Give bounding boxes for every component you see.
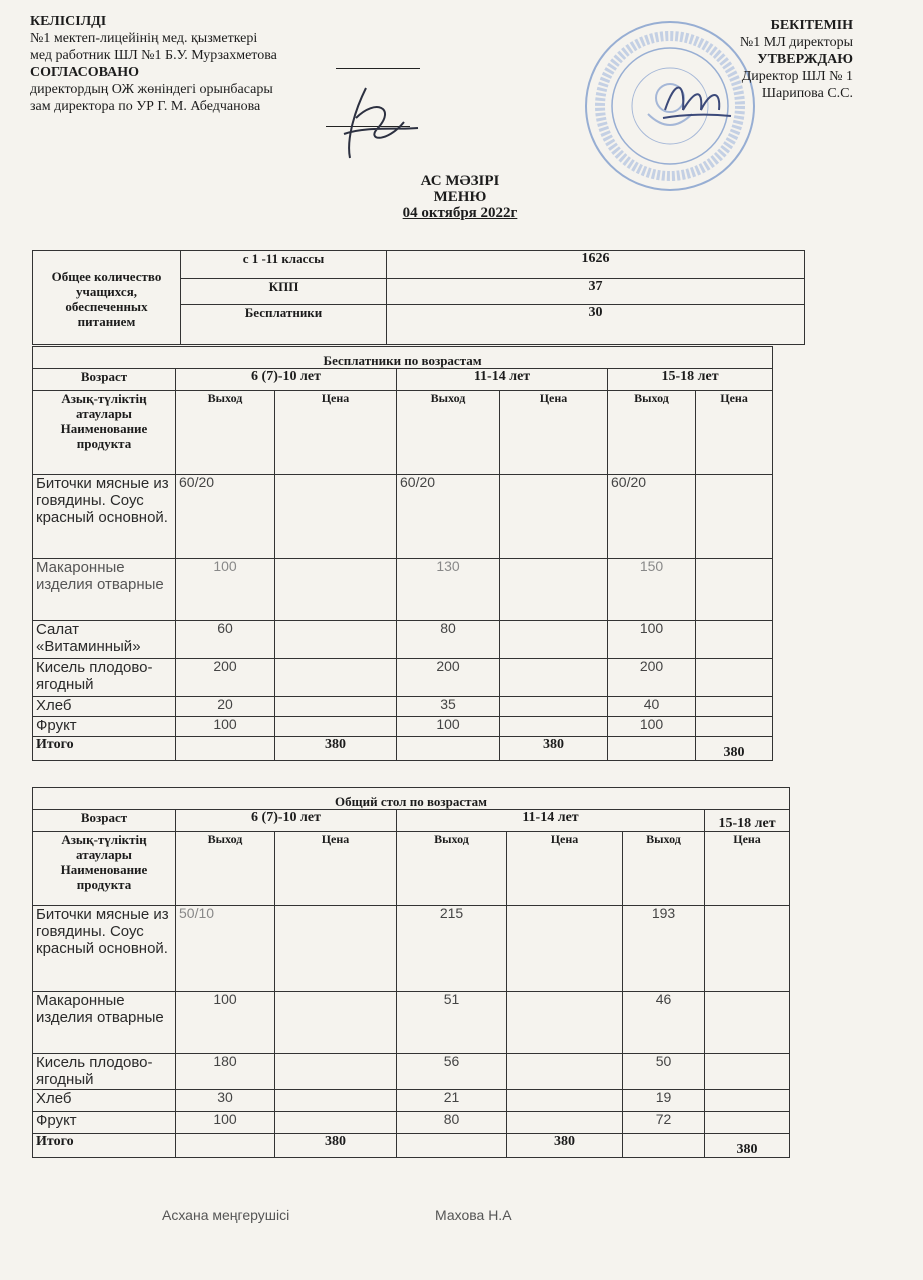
table-row: [33, 475, 773, 559]
canteen-manager-name: Махова Н.А: [435, 1207, 512, 1223]
output-value: 60/20: [608, 475, 696, 559]
output-value: 60/20: [397, 475, 500, 559]
output-value: 80: [397, 1112, 507, 1134]
age-label: Возраст: [33, 369, 176, 391]
medic-name: мед работник ШЛ №1 Б.У. Мурзахметова: [30, 48, 277, 63]
summary-row-name: КПП: [181, 279, 387, 305]
age-group: 6 (7)-10 лет: [176, 810, 397, 832]
output-value: 130: [397, 559, 500, 621]
total-value: 380: [696, 737, 773, 761]
title-ru: МЕНЮ: [433, 189, 487, 205]
output-value: 100: [176, 717, 275, 737]
total-value: 380: [705, 1134, 790, 1158]
age-group: 15-18 лет: [705, 810, 790, 832]
output-value: 100: [608, 621, 696, 659]
product-header: Азық-түліктің атаулары Наименование продукта: [33, 391, 176, 475]
output-header: Выход: [397, 391, 500, 475]
output-value: 200: [176, 659, 275, 697]
menu-date: 04 октября 2022г: [402, 205, 518, 221]
summary-row-name: с 1 -11 классы: [181, 251, 387, 279]
approval-block-right: [593, 17, 853, 102]
output-value: 200: [397, 659, 500, 697]
director-position-kz: №1 МЛ директоры: [739, 35, 853, 50]
output-value: 19: [623, 1090, 705, 1112]
output-value: 100: [397, 717, 500, 737]
total-row: [33, 737, 773, 761]
free-meals-table: [32, 346, 773, 761]
coordinated-heading: СОГЛАСОВАНО: [30, 65, 139, 80]
output-value: 72: [623, 1112, 705, 1134]
students-count-label: Общее количество учащихся, обеспеченных питанием: [33, 251, 181, 345]
product-name: Фрукт: [33, 717, 176, 737]
table-row: [33, 621, 773, 659]
product-name: Кисель плодово-ягодный: [33, 1054, 176, 1090]
menu-title: [300, 173, 620, 221]
price-header: Цена: [275, 391, 397, 475]
section-title: Общий стол по возрастам: [33, 788, 790, 810]
table-row: [33, 1054, 790, 1090]
total-value: 380: [275, 737, 397, 761]
signature-line: [336, 68, 420, 69]
output-value: 51: [397, 992, 507, 1054]
output-value: 56: [397, 1054, 507, 1090]
product-name: Салат «Витаминный»: [33, 621, 176, 659]
canteen-manager-label: Асхана меңгерушісі: [162, 1207, 290, 1223]
total-value: 380: [275, 1134, 397, 1158]
output-header: Выход: [176, 391, 275, 475]
general-meals-table: [32, 787, 790, 1158]
output-value: 150: [608, 559, 696, 621]
output-value: 40: [608, 697, 696, 717]
output-value: 100: [176, 992, 275, 1054]
table-row: [33, 906, 790, 992]
output-value: 50/10: [176, 906, 275, 992]
output-value: 60/20: [176, 475, 275, 559]
product-name: Хлеб: [33, 1090, 176, 1112]
table-row: [33, 717, 773, 737]
table-row: [33, 659, 773, 697]
total-label: Итого: [33, 1134, 176, 1158]
output-value: 100: [608, 717, 696, 737]
total-row: [33, 1134, 790, 1158]
deputy-position: директордың ОЖ жөніндегі орынбасары: [30, 82, 273, 97]
output-value: 193: [623, 906, 705, 992]
age-group: 15-18 лет: [608, 369, 773, 391]
age-group: 6 (7)-10 лет: [176, 369, 397, 391]
output-value: 21: [397, 1090, 507, 1112]
output-value: 180: [176, 1054, 275, 1090]
age-label: Возраст: [33, 810, 176, 832]
product-name: Хлеб: [33, 697, 176, 717]
approve-heading-ru: УТВЕРЖДАЮ: [757, 52, 853, 67]
output-header: Выход: [623, 832, 705, 906]
approve-heading-kz: БЕКІТЕМІН: [770, 18, 853, 33]
table-row: [33, 1112, 790, 1134]
table-row: [33, 559, 773, 621]
product-name: Макаронные изделия отварные: [33, 992, 176, 1054]
output-value: 46: [623, 992, 705, 1054]
director-name: Шарипова С.С.: [761, 86, 853, 101]
table-row: [33, 1090, 790, 1112]
summary-row-value: 30: [387, 305, 805, 345]
product-name: Биточки мясные из говядины. Соус красный основной.: [33, 906, 176, 992]
output-value: 100: [176, 1112, 275, 1134]
signature-deputy: [326, 78, 422, 170]
output-value: 215: [397, 906, 507, 992]
medic-position: №1 мектеп-лицейінің мед. қызметкері: [30, 31, 258, 46]
deputy-name: зам директора по УР Г. М. Абедчанова: [30, 99, 261, 114]
age-group: 11-14 лет: [397, 810, 705, 832]
output-value: 35: [397, 697, 500, 717]
students-summary-table: [32, 250, 805, 345]
summary-row-value: 37: [387, 279, 805, 305]
product-name: Биточки мясные из говядины. Соус красный основной.: [33, 475, 176, 559]
price-header: Цена: [705, 832, 790, 906]
product-name: Кисель плодово-ягодный: [33, 659, 176, 697]
output-header: Выход: [176, 832, 275, 906]
output-value: 50: [623, 1054, 705, 1090]
age-group: 11-14 лет: [397, 369, 608, 391]
price-header: Цена: [500, 391, 608, 475]
product-name: Макаронные изделия отварные: [33, 559, 176, 621]
product-header: Азық-түліктің атаулары Наименование продукта: [33, 832, 176, 906]
price-header: Цена: [507, 832, 623, 906]
output-value: 200: [608, 659, 696, 697]
section-title: Бесплатники по возрастам: [33, 347, 773, 369]
output-value: 60: [176, 621, 275, 659]
director-position-ru: Директор ШЛ № 1: [741, 69, 853, 84]
output-value: 20: [176, 697, 275, 717]
output-value: 30: [176, 1090, 275, 1112]
price-header: Цена: [696, 391, 773, 475]
total-label: Итого: [33, 737, 176, 761]
table-row: [33, 697, 773, 717]
total-value: 380: [507, 1134, 623, 1158]
table-row: [33, 992, 790, 1054]
output-header: Выход: [608, 391, 696, 475]
price-header: Цена: [275, 832, 397, 906]
summary-row-value: 1626: [387, 251, 805, 279]
product-name: Фрукт: [33, 1112, 176, 1134]
output-value: 100: [176, 559, 275, 621]
output-value: 80: [397, 621, 500, 659]
output-header: Выход: [397, 832, 507, 906]
title-kz: АС МӘЗІРІ: [420, 173, 500, 189]
summary-row-name: Бесплатники: [181, 305, 387, 345]
total-value: 380: [500, 737, 608, 761]
agreed-heading: КЕЛІСІЛДІ: [30, 14, 107, 29]
